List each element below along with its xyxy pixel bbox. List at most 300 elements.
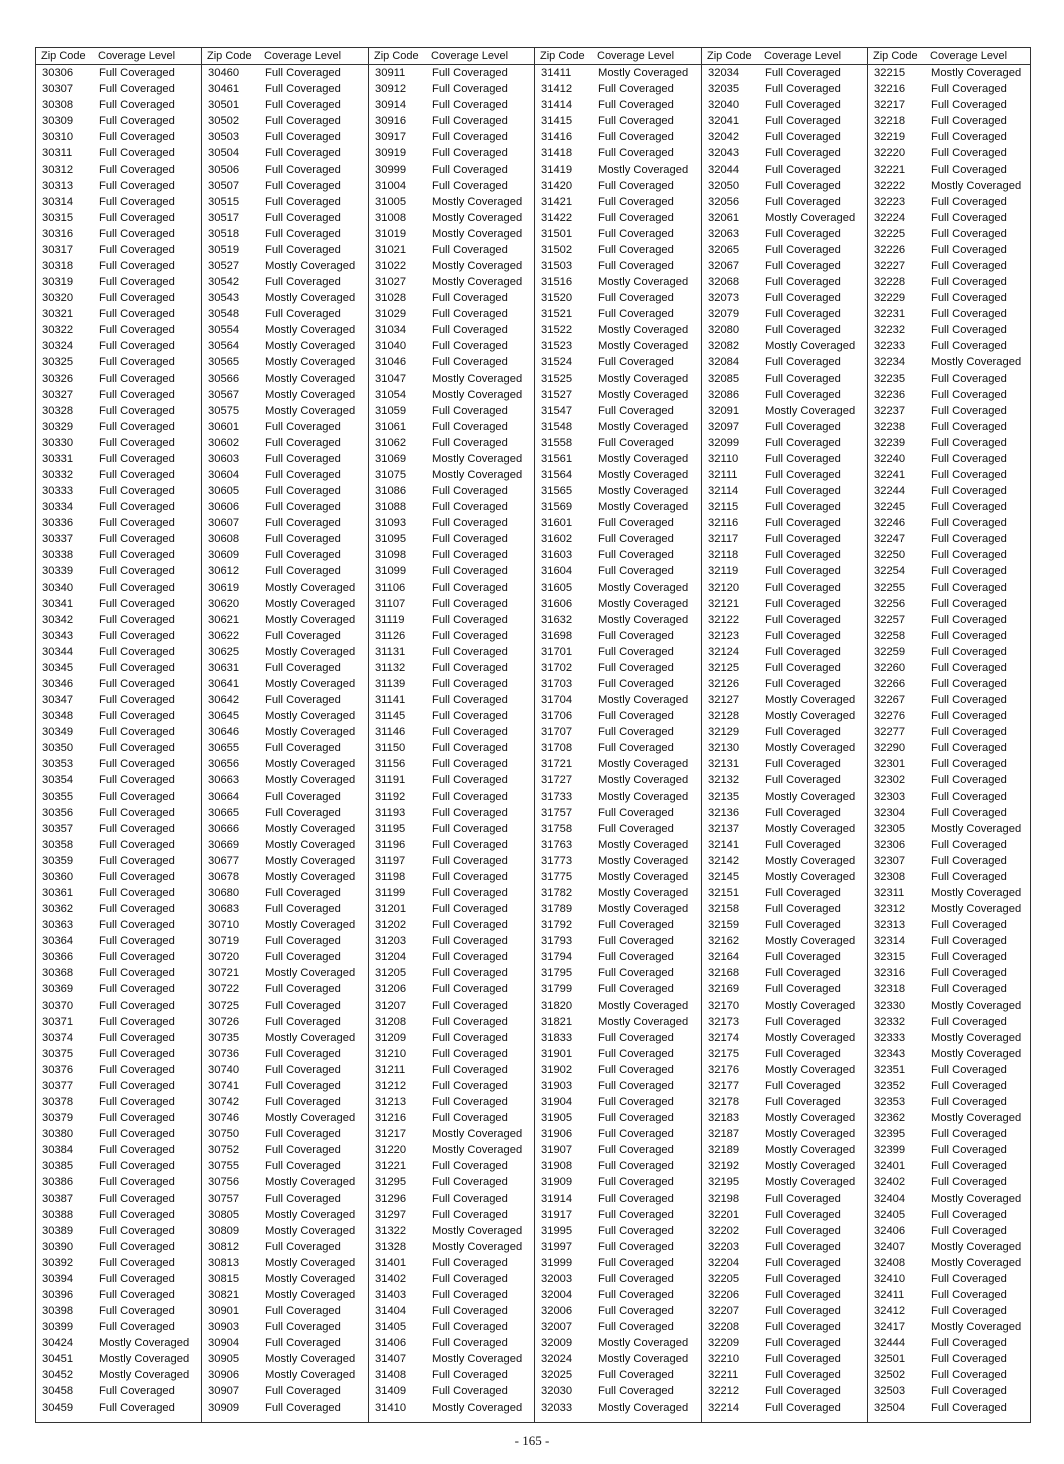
coverage-level-cell: Full Coveraged [99,710,175,723]
zip-code-cell: 30725 [208,999,240,1012]
zip-code-cell: 30354 [42,774,74,787]
coverage-level-cell: Mostly Coveraged [265,613,356,626]
zip-code-cell: 32352 [874,1079,906,1092]
table-row [535,1303,701,1319]
table-row [369,145,534,161]
coverage-level-cell: Full Coveraged [265,308,341,321]
zip-code-cell: 30347 [42,694,74,707]
table-row [202,258,368,274]
zip-code-cell: 32122 [708,613,740,626]
coverage-level-cell: Full Coveraged [598,967,674,980]
table-row [202,1190,368,1206]
coverage-level-cell: Full Coveraged [931,436,1007,449]
table-row [202,676,368,692]
coverage-level-cell: Full Coveraged [432,1337,508,1350]
table-row [868,1287,1030,1303]
zip-code-cell: 30722 [208,983,240,996]
coverage-level-cell: Full Coveraged [265,1128,341,1141]
table-row [202,628,368,644]
table-row [535,1351,701,1367]
table-row [535,1030,701,1046]
zip-code-cell: 30735 [208,1031,240,1044]
zip-code-cell: 30366 [42,951,74,964]
coverage-level-cell: Full Coveraged [432,967,508,980]
coverage-level-cell: Full Coveraged [432,1305,508,1318]
zip-code-cell: 31707 [541,726,573,739]
table-row [702,676,867,692]
coverage-level-cell: Mostly Coveraged [598,67,689,80]
zip-code-cell: 30317 [42,243,74,256]
coverage-level-cell: Mostly Coveraged [598,501,689,514]
coverage-level-cell: Full Coveraged [931,1288,1007,1301]
coverage-level-cell: Full Coveraged [99,1401,175,1414]
zip-code-cell: 30328 [42,404,74,417]
zip-code-cell: 31028 [375,292,407,305]
zip-code-cell: 32118 [708,549,739,562]
zip-code-cell: 32417 [874,1321,906,1334]
coverage-level-cell: Full Coveraged [931,919,1007,932]
zip-code-cell: 31034 [375,324,407,337]
table-row [702,756,867,772]
zip-code-cell: 31206 [375,983,407,996]
table-row [202,580,368,596]
coverage-level-cell: Mostly Coveraged [265,1272,356,1285]
zip-code-cell: 31703 [541,678,573,690]
coverage-level-cell: Full Coveraged [432,1063,508,1076]
table-row [535,483,701,499]
table-row [702,435,867,451]
zip-code-cell: 31062 [375,436,407,449]
table-row [535,1046,701,1062]
table-row [202,81,368,97]
zip-code-cell: 30357 [42,822,74,835]
zip-code-cell: 32003 [541,1272,573,1285]
zip-code-cell: 32202 [708,1224,740,1237]
table-row [702,1271,867,1287]
zip-code-cell: 30331 [42,452,74,465]
coverage-level-cell: Full Coveraged [598,645,674,658]
coverage-level-cell: Full Coveraged [99,758,175,771]
table-row [202,210,368,226]
zip-code-cell: 30385 [42,1160,74,1173]
coverage-level-cell: Full Coveraged [765,1305,841,1318]
table-row [535,274,701,290]
table-row [868,580,1030,596]
zip-code-cell: 31792 [541,919,573,932]
coverage-level-cell: Full Coveraged [931,388,1007,401]
zip-code-cell: 30350 [42,742,74,755]
coverage-level-cell: Full Coveraged [265,983,341,996]
coverage-level-cell: Full Coveraged [432,1112,508,1125]
table-row [702,178,867,194]
zip-code-cell: 32195 [708,1176,740,1189]
coverage-level-cell: Full Coveraged [99,870,175,883]
zip-code-cell: 32221 [874,163,906,176]
table-row [702,789,867,805]
coverage-level-cell: Mostly Coveraged [765,1176,856,1189]
coverage-level-cell: Full Coveraged [432,951,508,964]
zip-code-cell: 30342 [42,613,74,626]
table-row [36,547,201,563]
table-row [369,628,534,644]
zip-code-cell: 32033 [541,1401,573,1414]
coverage-level-cell: Full Coveraged [931,211,1007,224]
zip-code-cell: 32410 [874,1272,906,1285]
zip-code-cell: 31106 [375,581,406,594]
zip-code-cell: 32128 [708,710,740,723]
zip-code-cell: 30340 [42,581,74,594]
zip-code-cell: 31019 [375,227,407,240]
coverage-level-cell: Full Coveraged [432,501,508,514]
coverage-level-cell: Full Coveraged [99,83,175,96]
table-row [36,467,201,483]
zip-code-cell: 31704 [541,694,573,707]
zip-code-cell: 30451 [42,1353,74,1366]
zip-code-cell: 30906 [208,1369,240,1382]
table-row [535,451,701,467]
zip-code-cell: 32226 [874,243,906,256]
table-row [369,740,534,756]
zip-code-cell: 30369 [42,983,74,996]
coverage-level-cell: Full Coveraged [931,565,1007,578]
zip-code-cell: 30333 [42,485,74,498]
table-column-group [36,48,202,1422]
table-row [369,998,534,1014]
table-row [369,789,534,805]
table-row [202,226,368,242]
table-row [868,1335,1030,1351]
table-row [702,403,867,419]
table-row [868,274,1030,290]
coverage-level-cell: Full Coveraged [99,597,175,610]
table-row [535,547,701,563]
zip-code-cell: 32170 [708,999,740,1012]
table-row [702,1014,867,1030]
zip-code-cell: 32116 [708,517,739,530]
zip-code-cell: 32502 [874,1369,906,1382]
coverage-level-cell: Mostly Coveraged [765,854,856,867]
table-row [535,113,701,129]
table-row [202,708,368,724]
zip-code-cell: 30515 [208,195,240,208]
header-coverage-level: Coverage Level [759,48,867,65]
table-row [702,837,867,853]
coverage-level-cell: Full Coveraged [99,179,175,192]
zip-code-cell: 31763 [541,838,573,851]
coverage-level-cell: Full Coveraged [432,678,508,690]
coverage-level-cell: Full Coveraged [765,501,841,514]
table-row [36,981,201,997]
coverage-level-cell: Full Coveraged [931,951,1007,964]
table-column-group [369,48,535,1422]
table-row [702,917,867,933]
table-row [702,821,867,837]
coverage-level-cell: Full Coveraged [265,485,341,498]
coverage-level-cell: Mostly Coveraged [765,1031,856,1044]
zip-code-cell: 32232 [874,324,906,337]
coverage-level-cell: Full Coveraged [432,806,508,819]
table-row [202,1319,368,1335]
table-row [535,1142,701,1158]
zip-code-cell: 32124 [708,645,740,658]
zip-code-cell: 30358 [42,838,74,851]
zip-code-cell: 30805 [208,1208,240,1221]
zip-code-cell: 31204 [375,951,407,964]
zip-code-cell: 30755 [208,1160,240,1173]
zip-code-cell: 31192 [375,790,406,803]
table-row [535,837,701,853]
zip-code-cell: 30501 [208,99,240,112]
table-row [202,1158,368,1174]
zip-code-cell: 30399 [42,1321,74,1334]
coverage-level-cell: Full Coveraged [99,854,175,867]
zip-code-cell: 30812 [208,1240,240,1253]
coverage-level-cell: Full Coveraged [931,195,1007,208]
coverage-level-cell: Mostly Coveraged [765,999,856,1012]
table-row [702,97,867,113]
table-row [535,1239,701,1255]
zip-code-cell: 32173 [708,1015,740,1028]
table-row [36,1271,201,1287]
coverage-level-cell: Full Coveraged [765,259,841,272]
zip-code-cell: 32035 [708,83,740,96]
coverage-level-cell: Full Coveraged [265,179,341,192]
coverage-level-cell: Full Coveraged [265,83,341,96]
table-row [535,161,701,177]
coverage-level-cell: Mostly Coveraged [765,742,856,755]
zip-code-cell: 32343 [874,1047,906,1060]
coverage-level-cell: Full Coveraged [265,565,341,578]
zip-code-cell: 32405 [874,1208,906,1221]
zip-code-cell: 32402 [874,1176,906,1189]
zip-code-cell: 30575 [208,404,240,417]
table-row [369,1351,534,1367]
coverage-level-cell: Full Coveraged [765,951,841,964]
table-row [868,547,1030,563]
table-row [202,981,368,997]
coverage-level-cell: Full Coveraged [765,597,841,610]
table-row [868,740,1030,756]
coverage-level-cell: Full Coveraged [598,1256,674,1269]
zip-code-cell: 32024 [541,1353,573,1366]
coverage-level-cell: Full Coveraged [265,468,341,481]
zip-code-cell: 31604 [541,565,573,578]
table-row [36,901,201,917]
coverage-level-cell: Full Coveraged [265,951,341,964]
zip-code-cell: 32189 [708,1144,740,1157]
coverage-level-cell: Mostly Coveraged [265,1369,356,1382]
coverage-level-cell: Mostly Coveraged [598,485,689,498]
coverage-level-cell: Mostly Coveraged [265,822,356,835]
coverage-level-cell: Full Coveraged [99,131,175,144]
zip-code-cell: 30377 [42,1079,74,1092]
table-row [369,660,534,676]
coverage-level-cell: Full Coveraged [598,227,674,240]
table-row [535,998,701,1014]
table-row [868,515,1030,531]
coverage-level-cell: Full Coveraged [931,1096,1007,1109]
table-row [702,724,867,740]
table-row [868,419,1030,435]
table-row [202,1062,368,1078]
table-row [702,1094,867,1110]
zip-code-cell: 32192 [708,1160,740,1173]
zip-code-cell: 31208 [375,1015,407,1028]
table-row [369,853,534,869]
zip-code-cell: 32504 [874,1401,906,1414]
coverage-level-cell: Full Coveraged [931,1353,1007,1366]
zip-code-cell: 31146 [375,726,406,739]
table-row [868,901,1030,917]
zip-code-cell: 32097 [708,420,740,433]
zip-code-cell: 31414 [541,99,573,112]
table-row [868,370,1030,386]
zip-code-cell: 30324 [42,340,74,353]
table-row [202,451,368,467]
table-row [36,1078,201,1094]
coverage-level-cell: Full Coveraged [931,324,1007,337]
zip-code-cell: 30325 [42,356,74,369]
table-row [868,1046,1030,1062]
coverage-level-cell: Mostly Coveraged [265,388,356,401]
coverage-level-cell: Mostly Coveraged [765,710,856,723]
coverage-level-cell: Full Coveraged [99,404,175,417]
table-row [535,499,701,515]
zip-code-cell: 30506 [208,163,240,176]
coverage-level-cell: Full Coveraged [99,485,175,498]
zip-code-cell: 32315 [874,951,906,964]
table-row [702,660,867,676]
zip-code-cell: 30306 [42,67,74,80]
table-row [202,949,368,965]
table-row [369,387,534,403]
table-row [202,547,368,563]
table-row [702,1126,867,1142]
zip-code-cell: 30388 [42,1208,74,1221]
coverage-level-cell: Mostly Coveraged [598,420,689,433]
coverage-level-cell: Full Coveraged [265,1192,341,1205]
zip-code-cell: 32408 [874,1256,906,1269]
coverage-level-cell: Full Coveraged [265,452,341,465]
coverage-level-cell: Full Coveraged [931,1015,1007,1028]
table-row [702,161,867,177]
zip-code-cell: 30641 [208,678,240,690]
coverage-level-cell: Full Coveraged [931,147,1007,160]
table-row [202,901,368,917]
table-row [202,129,368,145]
zip-code-cell: 32223 [874,195,906,208]
zip-code-cell: 30566 [208,372,240,385]
zip-code-cell: 30912 [375,83,407,96]
zip-code-cell: 30390 [42,1240,74,1253]
coverage-level-cell: Full Coveraged [432,903,508,916]
coverage-level-cell: Full Coveraged [432,565,508,578]
zip-code-cell: 30329 [42,420,74,433]
table-row [369,515,534,531]
coverage-level-cell: Full Coveraged [432,983,508,996]
coverage-level-cell: Full Coveraged [931,613,1007,626]
table-row [369,1078,534,1094]
table-row [36,419,201,435]
table-row [868,499,1030,515]
table-row [202,1046,368,1062]
coverage-level-cell: Full Coveraged [931,485,1007,498]
zip-code-cell: 32218 [874,115,906,128]
zip-code-cell: 30622 [208,629,240,642]
zip-code-cell: 32114 [708,485,739,498]
coverage-level-cell: Full Coveraged [99,549,175,562]
coverage-level-cell: Full Coveraged [765,774,841,787]
coverage-level-cell: Mostly Coveraged [265,340,356,353]
coverage-level-cell: Full Coveraged [432,854,508,867]
zip-code-cell: 31211 [375,1063,406,1076]
coverage-level-cell: Full Coveraged [99,292,175,305]
coverage-level-cell: Mostly Coveraged [432,211,523,224]
zip-code-cell: 31046 [375,356,407,369]
table-row [868,708,1030,724]
table-row [868,1094,1030,1110]
zip-code-cell: 31904 [541,1096,573,1109]
table-row [868,933,1030,949]
coverage-level-cell: Full Coveraged [598,195,674,208]
table-row [868,113,1030,129]
zip-code-cell: 31833 [541,1031,573,1044]
table-row [535,805,701,821]
zip-code-cell: 30677 [208,854,240,867]
table-row [202,65,368,82]
table-row [36,306,201,322]
table-row [702,499,867,515]
table-row [702,949,867,965]
zip-code-cell: 32411 [874,1288,905,1301]
table-row [702,451,867,467]
coverage-level-cell: Mostly Coveraged [598,581,689,594]
table-row [202,1351,368,1367]
zip-code-cell: 31198 [375,870,406,883]
zip-code-cell: 30356 [42,806,74,819]
zip-code-cell: 30330 [42,436,74,449]
coverage-level-cell: Full Coveraged [765,517,841,530]
zip-code-cell: 32234 [874,356,906,369]
table-row [868,692,1030,708]
table-row [36,1174,201,1190]
coverage-level-cell: Full Coveraged [265,694,341,707]
zip-code-cell: 30645 [208,710,240,723]
table-row [702,1239,867,1255]
table-row [535,1190,701,1206]
table-row [702,563,867,579]
table-row [369,1303,534,1319]
table-row [202,933,368,949]
coverage-level-cell: Full Coveraged [432,710,508,723]
table-row [202,563,368,579]
table-row [36,354,201,370]
coverage-level-cell: Full Coveraged [931,227,1007,240]
coverage-level-cell: Mostly Coveraged [265,967,356,980]
coverage-level-cell: Mostly Coveraged [931,179,1022,192]
table-row [868,451,1030,467]
zip-code-cell: 32091 [708,404,740,417]
table-row [868,258,1030,274]
coverage-level-cell: Full Coveraged [99,951,175,964]
zip-code-cell: 30607 [208,517,240,530]
zip-code-cell: 30378 [42,1096,74,1109]
table-row [702,1190,867,1206]
table-row [369,467,534,483]
coverage-level-cell: Full Coveraged [99,517,175,530]
table-row [369,1383,534,1399]
table-row [702,1207,867,1223]
